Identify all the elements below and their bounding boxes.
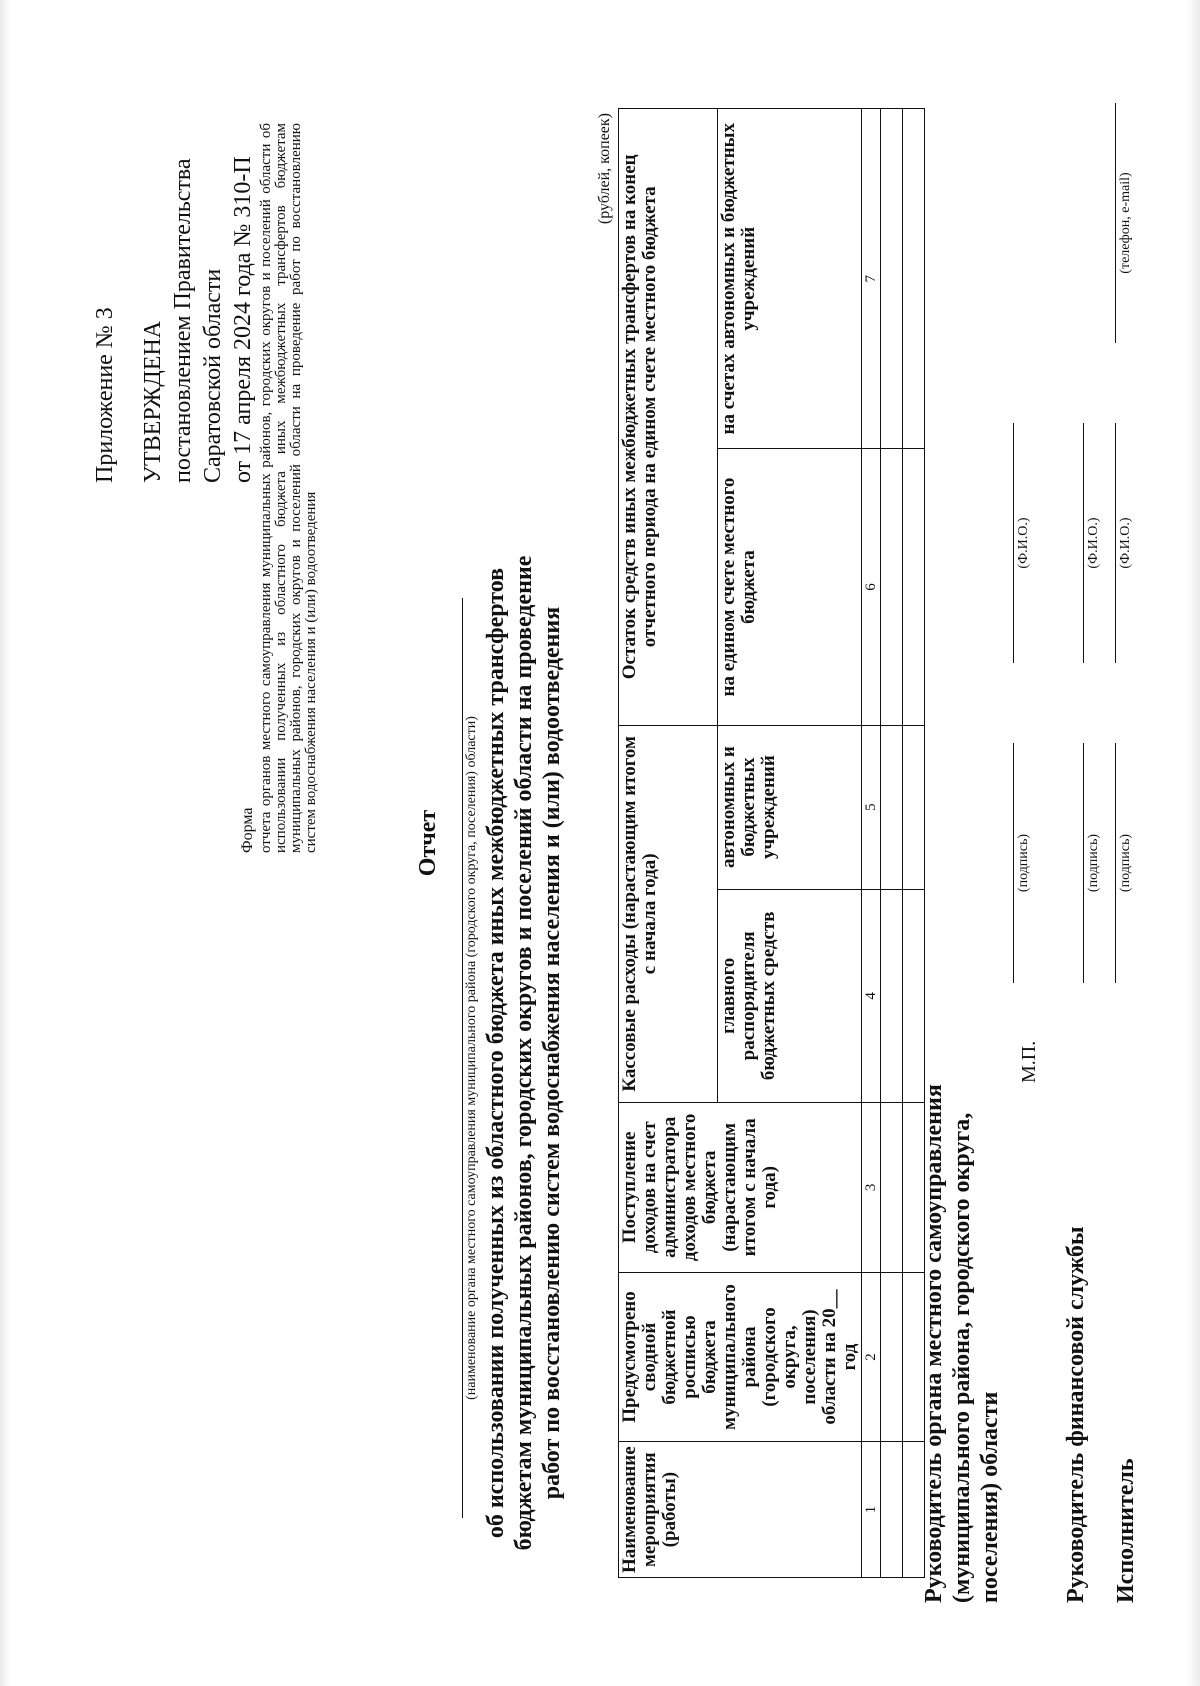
- approval-block: [90, 83, 258, 483]
- approval-line-2: Саратовской области: [200, 268, 226, 483]
- scan-edge-right: [1186, 0, 1200, 1686]
- header-planned: Предусмотрено сводной бюджетной росписью бюджета муниципального района (городского округа, поселения) области на 20__ год: [619, 1272, 862, 1442]
- scan-edge-left: [0, 0, 10, 1686]
- approval-line-3: от 17 апреля 2024 года № 310-П: [230, 156, 256, 483]
- table-cell[interactable]: [881, 1103, 903, 1273]
- report-table: [618, 108, 925, 1578]
- table-cell[interactable]: [881, 1442, 903, 1578]
- form-description-block: [240, 123, 319, 853]
- table-cell[interactable]: [881, 449, 903, 725]
- header-main-manager: главного распорядителя бюджетных средств: [717, 889, 861, 1102]
- approval-line-1: постановлением Правительства: [170, 158, 196, 483]
- table-cell[interactable]: [903, 109, 925, 449]
- head-local-name-line[interactable]: (Ф.И.О.): [1013, 423, 1032, 663]
- executor-name-line[interactable]: (Ф.И.О.): [1115, 423, 1134, 663]
- org-name-caption: (наименование органа местного самоуправления муниципального района (городского округа, поселения) области): [462, 598, 480, 1518]
- head-finance-label: Руководитель финансовой службы: [1063, 1226, 1089, 1603]
- table-cell[interactable]: [903, 725, 925, 889]
- column-number: 5: [862, 725, 881, 889]
- table-cell[interactable]: [881, 109, 903, 449]
- header-single-account: на едином счете местного бюджета: [717, 449, 861, 725]
- header-balance: Остаток средств иных межбюджетных трансфертов на конец отчетного периода на едином счете местного бюджета: [619, 109, 718, 726]
- table-header-row: [619, 109, 718, 1578]
- head-finance-name-line[interactable]: (Ф.И.О.): [1083, 423, 1102, 663]
- head-finance-signature-line[interactable]: (подпись): [1083, 743, 1102, 983]
- column-number: 1: [862, 1442, 881, 1578]
- column-number: 4: [862, 889, 881, 1102]
- head-local-signature-line[interactable]: (подпись): [1013, 743, 1032, 983]
- executor-contact-line[interactable]: (телефон, e-mail): [1115, 103, 1134, 343]
- column-number: 7: [862, 109, 881, 449]
- header-institution-accounts: на счетах автономных и бюджетных учреждений: [717, 109, 861, 449]
- table-cell[interactable]: [881, 725, 903, 889]
- form-description: отчета органов местного самоуправления муниципальных районов, городских округов и поселений области об использовании полученных из областного бюджета иных межбюджетных трансфертов бюджетам муниципальных районов, городских округов и поселений области на проведение работ по восстановлению систем водоснабжения населения и (или) водоотведения: [258, 123, 319, 853]
- header-autonomous-institutions: автономных и бюджетных учреждений: [717, 725, 861, 889]
- report-subtitle: об использовании полученных из областного бюджета иных межбюджетных трансфертов бюджетам муниципальных районов, городских округов и поселений области на проведение работ по восстановлению систем водоснабжения населения и (или) водоотведения: [483, 555, 565, 1551]
- column-number: 3: [862, 1103, 881, 1273]
- document-page: [80, 73, 1139, 1613]
- column-number: 2: [862, 1272, 881, 1442]
- executor-signature-line[interactable]: (подпись): [1115, 743, 1134, 983]
- form-label: Форма: [239, 807, 256, 853]
- table-cell[interactable]: [881, 1272, 903, 1442]
- table-cell[interactable]: [903, 449, 925, 725]
- table-cell[interactable]: [881, 889, 903, 1102]
- column-number: 6: [862, 449, 881, 725]
- header-revenue: Поступление доходов на счет администратора доходов местного бюджета (нарастающим итогом с начала года): [619, 1103, 862, 1273]
- executor-label: Исполнитель: [1113, 1458, 1139, 1603]
- header-cash-expenses: Кассовые расходы (нарастающим итогом с начала года): [619, 725, 718, 1102]
- units-label: (рублей, копеек): [596, 113, 613, 225]
- report-title: Отчет: [415, 809, 441, 877]
- table-number-row: [862, 109, 881, 1578]
- table-row: [881, 109, 903, 1578]
- stamp-placeholder: М.П.: [1018, 1040, 1040, 1083]
- appendix-number: Приложение № 3: [92, 307, 118, 483]
- head-local-government-label: Руководитель органа местного самоуправления (муниципального района, городского округа, поселения) области: [921, 1084, 1003, 1603]
- approved-label: УТВЕРЖДЕНА: [140, 320, 166, 483]
- header-activity-name: Наименование мероприятия (работы): [619, 1442, 862, 1578]
